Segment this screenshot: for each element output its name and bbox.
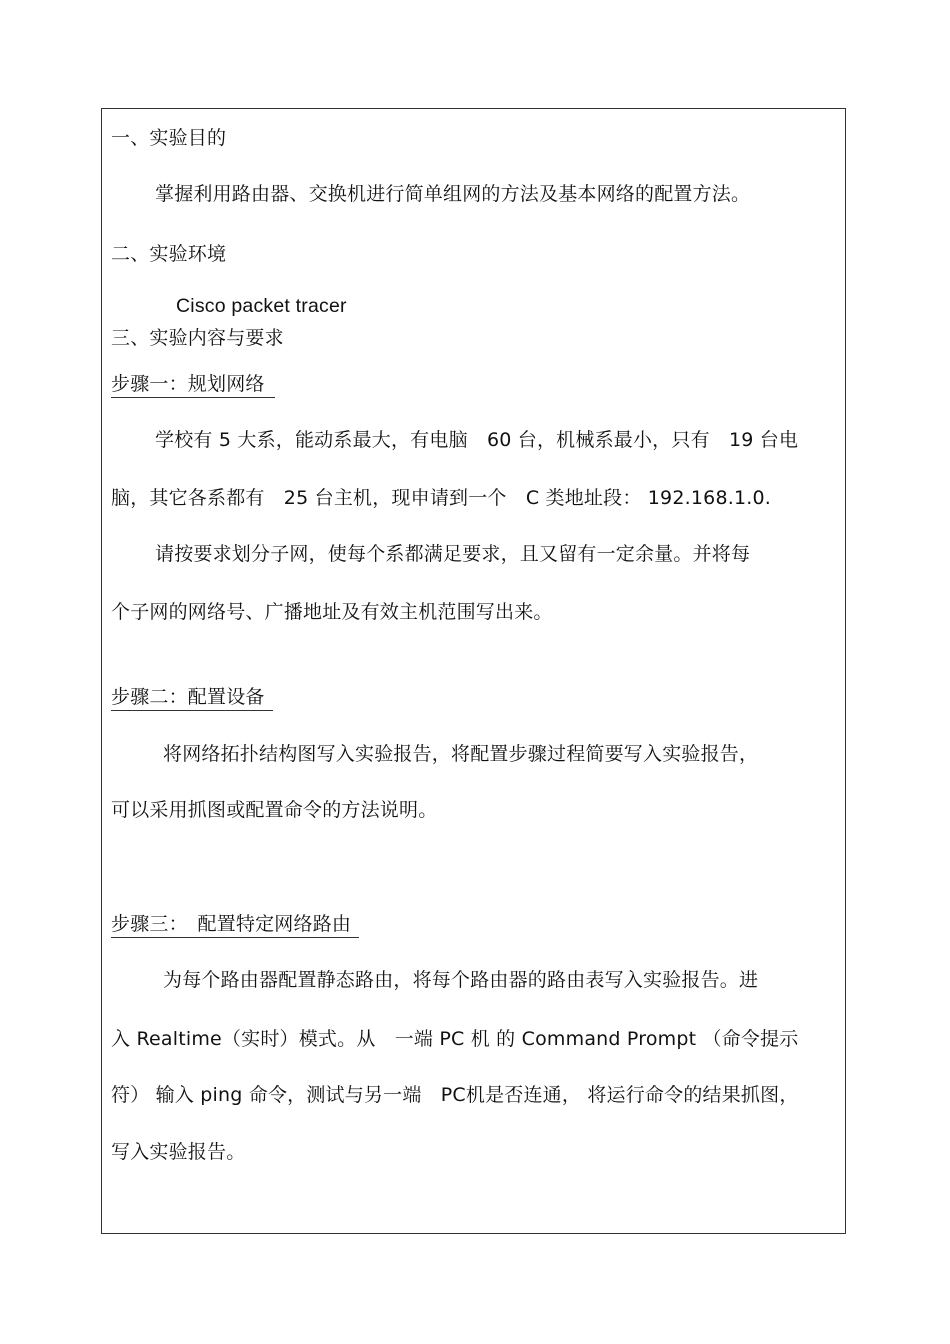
step-2-title: 步骤二：配置设备 xyxy=(111,685,273,711)
step-3-title: 步骤三： 配置特定网络路由 xyxy=(111,912,359,938)
step-3-line-3: 符） 输入 ping 命令，测试与另一端 PC机是否连通， 将运行命令的结果抓图， xyxy=(111,1084,799,1106)
step-2-line-2: 可以采用抓图或配置命令的方法说明。 xyxy=(111,799,438,821)
section-2-title: 二、实验环境 xyxy=(111,243,227,265)
step-1-line-3: 请按要求划分子网，使每个系都满足要求，且又留有一定余量。并将每 xyxy=(155,543,751,565)
section-3-title: 三、实验内容与要求 xyxy=(111,327,284,349)
section-1-body: 掌握利用路由器、交换机进行简单组网的方法及基本网络的配置方法。 xyxy=(155,183,751,205)
step-3-line-1: 为每个路由器配置静态路由，将每个路由器的路由表写入实验报告。进 xyxy=(163,969,759,991)
step-2-line-1: 将网络拓扑结构图写入实验报告，将配置步骤过程简要写入实验报告， xyxy=(163,743,759,765)
section-2-body: Cisco packet tracer xyxy=(176,295,347,317)
content-frame xyxy=(101,108,846,1234)
step-3-line-4: 写入实验报告。 xyxy=(111,1141,246,1163)
step-3-line-2: 入 Realtime（实时）模式。从 一端 PC 机 的 Command Prompt （命令提示 xyxy=(111,1028,799,1050)
step-1-line-4: 个子网的网络号、广播地址及有效主机范围写出来。 xyxy=(111,601,553,623)
step-1-line-1: 学校有 5 大系，能动系最大，有电脑 60 台，机械系最小，只有 19 台电 xyxy=(155,429,799,451)
step-1-line-2: 脑，其它各系都有 25 台主机，现申请到一个 C 类地址段： 192.168.1.0. xyxy=(111,487,772,509)
section-1-title: 一、实验目的 xyxy=(111,127,227,149)
step-1-title: 步骤一：规划网络 xyxy=(111,372,275,398)
